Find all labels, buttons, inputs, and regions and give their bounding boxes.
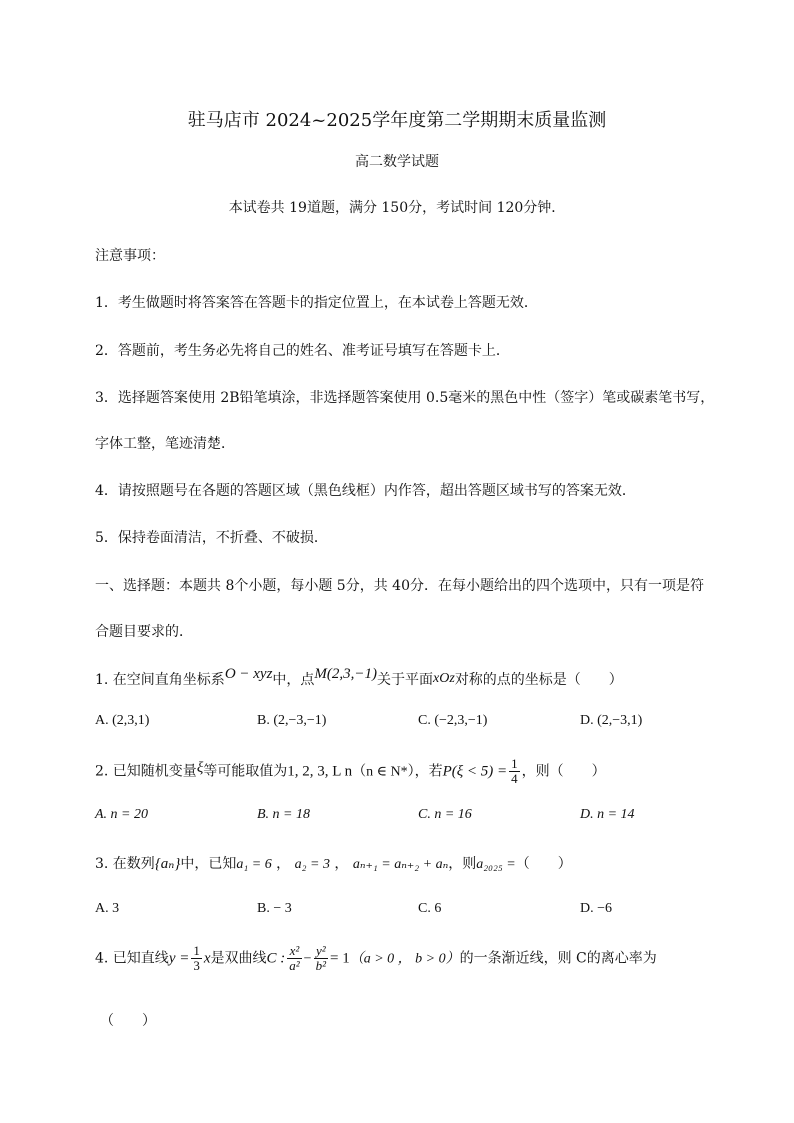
q3-text: 中，已知 (180, 856, 237, 872)
q2-probability: P(ξ < 5) = (442, 763, 508, 780)
q2-condition: （n ∈ N*） (352, 764, 415, 780)
q3-target: a₂₀₂₅ = (476, 857, 516, 872)
q4-x-fraction: $\frac{\text{x²}}{\text{a²}}$ (289, 943, 300, 973)
q2-text: ，则（ ） (521, 763, 606, 780)
q3-option-c: C. 6 (418, 901, 442, 916)
q4-condition: （a > 0 ， b > 0） (349, 951, 460, 967)
q4-slope-fraction: $\frac{1}{3}$ (193, 943, 200, 973)
q3-sequence: {aₙ} (154, 856, 181, 872)
q1-option-c: C. (−2,3,−1) (418, 713, 488, 728)
q1-option-a: A. (2,3,1) (95, 713, 150, 728)
question-1-stem (95, 666, 623, 689)
q1-option-b: B. (2,−3,−1) (257, 713, 327, 728)
q1-text: 中，点 (272, 672, 315, 688)
q2-option-b: B. n = 18 (257, 807, 310, 822)
q4-text: 是双曲线 (210, 950, 267, 967)
q3-a1: a₁ = 6 (236, 857, 272, 872)
q2-xi: ξ (196, 759, 204, 776)
exam-subtitle: 高二数学试题 (355, 154, 439, 170)
note-item-3: 3．选择题答案使用 2B铅笔填涂，非选择题答案使用 0.5毫米的黑色中性（签字）笔或碳素笔书写， (95, 390, 715, 406)
question-4-stem (95, 944, 657, 973)
q1-text: 1. 在空间直角坐标系 (95, 672, 225, 688)
q3-option-a: A. 3 (95, 901, 120, 916)
q3-option-b: B. − 3 (257, 901, 292, 916)
note-item-3-cont: 字体工整，笔迹清楚． (95, 436, 235, 452)
exam-title: 驻马店市 2024~2025学年度第二学期期末质量监测 (187, 110, 607, 131)
q2-text: 等可能取值为 (203, 763, 288, 780)
section-heading-cont: 合题目要求的． (95, 624, 193, 640)
q1-coord-system: O − xyz (224, 666, 273, 682)
question-2-stem (95, 757, 606, 786)
q3-recurrence: aₙ₊₁ = aₙ₊₂ + aₙ (352, 857, 449, 872)
q1-option-d: D. (2,−3,1) (580, 713, 643, 728)
q4-y: y = (168, 950, 190, 967)
q3-text: ，则 (448, 856, 477, 872)
q4-y-fraction: $\frac{\text{y²}}{\text{b²}}$ (315, 943, 326, 973)
q4-equals: = 1 (329, 950, 350, 967)
notes-heading: 注意事项： (95, 248, 165, 264)
q4-text: 的一条渐近线，则 C的离心率为 (459, 950, 657, 967)
q4-minus: − (303, 951, 312, 967)
note-item-5: 5．保持卷面清洁，不折叠、不破损． (95, 530, 328, 546)
q2-text: 2. 已知随机变量 (95, 763, 197, 780)
q3-text: （ ） (515, 856, 572, 872)
q2-option-a: A. n = 20 (95, 807, 148, 822)
q1-point: M(2,3,−1) (314, 666, 378, 682)
q2-option-c: C. n = 16 (418, 807, 472, 822)
q4-curve-name: C : (266, 950, 286, 967)
q2-fraction: $\frac{1}{4}$ (511, 756, 518, 786)
q3-option-d: D. −6 (580, 901, 613, 916)
q4-x: x (203, 950, 211, 967)
section-heading: 一、选择题：本题共 8个小题，每小题 5分，共 40分．在每小题给出的四个选项中，只有一项是符 (95, 578, 704, 594)
q3-text: 3. 在数列 (95, 856, 155, 872)
q2-text: ，若 (414, 763, 443, 780)
q4-answer-blank: （ ） (100, 1013, 156, 1029)
q3-a2: a₂ = 3 (294, 857, 330, 872)
note-item-2: 2．答题前，考生务必先将自己的姓名、准考证号填写在答题卡上． (95, 343, 510, 359)
q2-values: 1, 2, 3, L n (287, 763, 353, 780)
q2-option-d: D. n = 14 (580, 807, 635, 822)
q1-plane: xOz (433, 671, 455, 686)
note-item-1: 1．考生做题时将答案答在答题卡的指定位置上，在本试卷上答题无效． (95, 295, 538, 311)
q1-text: 关于平面 (377, 672, 434, 688)
q4-text: 4. 已知直线 (95, 950, 169, 967)
q1-text: 对称的点的坐标是（ ） (454, 672, 623, 688)
question-3-stem: 3. 在数列{aₙ}中，已知a₁ = 6 ， a₂ = 3 ， aₙ₊₁ = aₙ₊₂ + aₙ，则a₂₀₂₅ =（ ） (95, 856, 572, 872)
note-item-4: 4．请按照题号在各题的答题区域（黑色线框）内作答，超出答题区域书写的答案无效． (95, 483, 636, 499)
exam-info: 本试卷共 19道题，满分 150分，考试时间 120分钟． (228, 200, 566, 216)
